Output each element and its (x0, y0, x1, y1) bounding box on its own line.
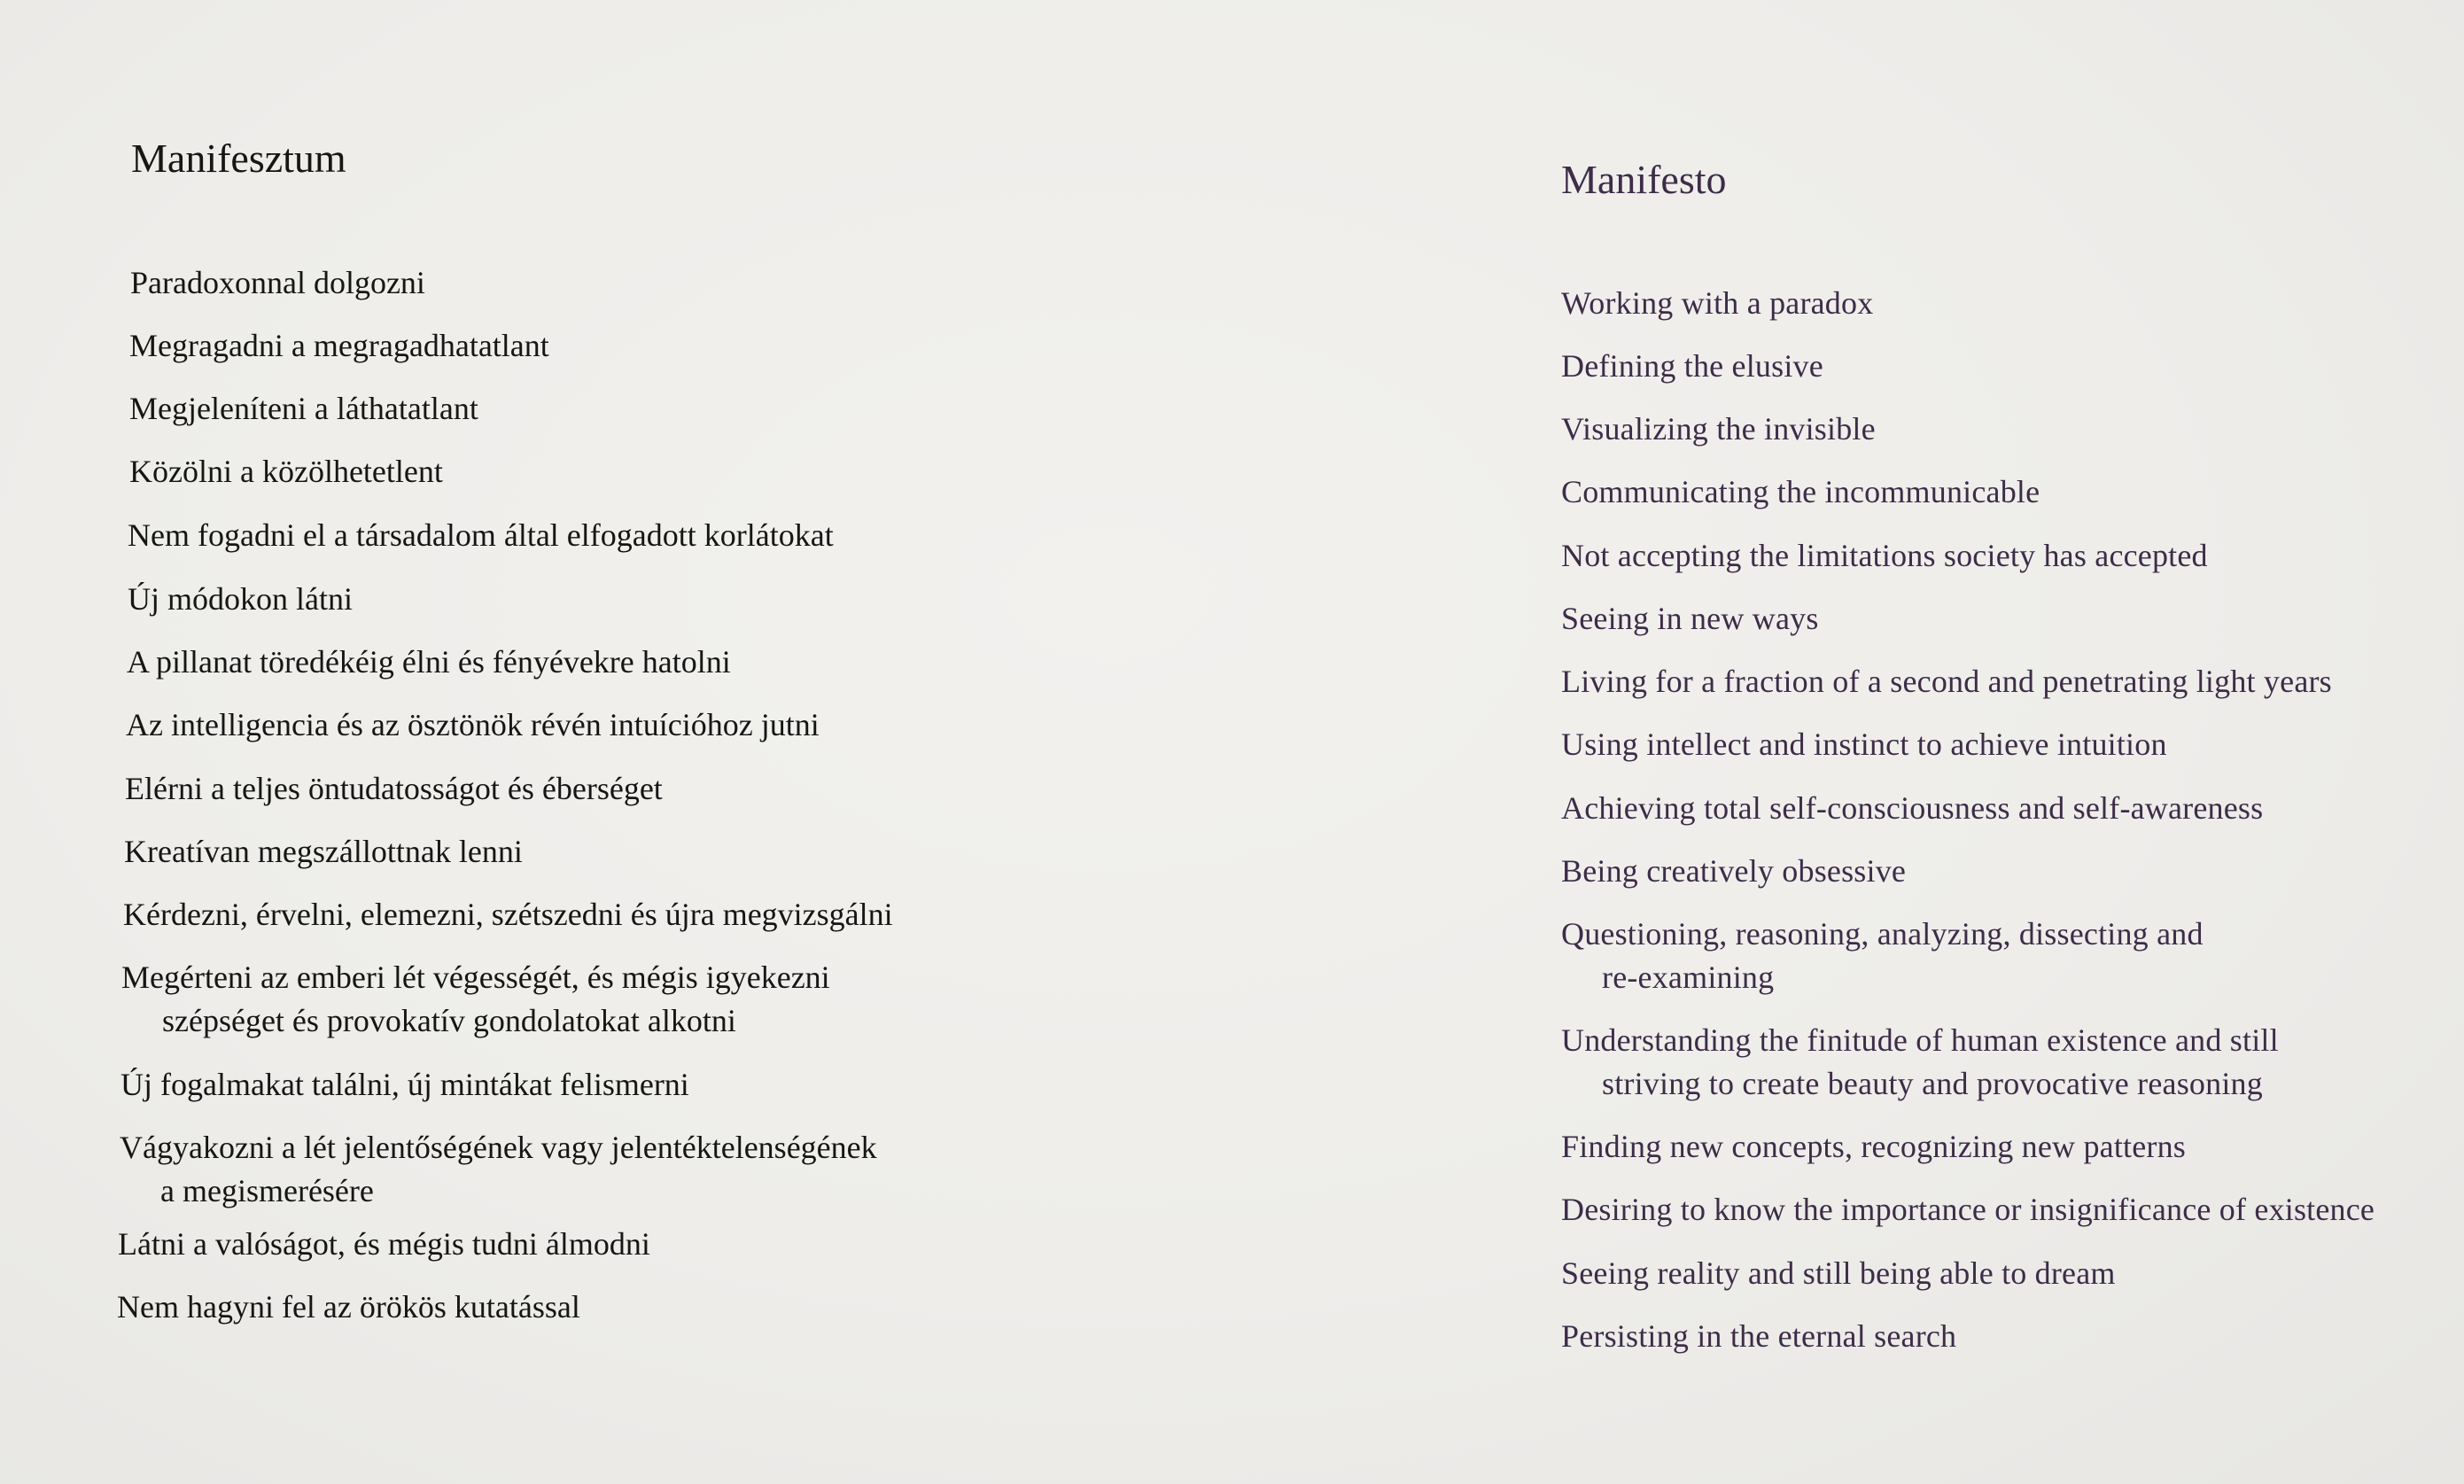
hu-line-continuation: a megismerésére (160, 1173, 374, 1208)
en-line-text: Seeing reality and still being able to dream (1561, 1255, 2116, 1291)
en-line-4 (1561, 470, 2040, 514)
hu-line-text: Nem fogadni el a társadalom által elfogadott korlátokat (128, 517, 834, 553)
en-line-6 (1561, 597, 1819, 641)
hu-line-9 (125, 767, 663, 811)
hu-line-5 (128, 514, 834, 557)
hu-line-14 (120, 1126, 877, 1213)
en-line-text: Defining the elusive (1561, 348, 1823, 384)
hu-line-text: Nem hagyni fel az örökös kutatással (117, 1289, 580, 1325)
hungarian-title: Manifesztum (131, 136, 346, 181)
hu-line-text: Megérteni az emberi lét végességét, és mégis igyekezni (121, 960, 830, 995)
hu-line-text: A pillanat töredékéig élni és fényévekre hatolni (127, 644, 731, 680)
hu-line-text: Elérni a teljes öntudatosságot és éberséget (125, 771, 663, 806)
en-line-text: Being creatively obsessive (1561, 853, 1907, 889)
en-line-text: Working with a paradox (1561, 285, 1874, 321)
hu-line-16 (117, 1286, 580, 1329)
en-line-11 (1561, 913, 2204, 999)
en-line-text: Achieving total self-consciousness and self-awareness (1561, 790, 2264, 826)
hu-line-text: Megragadni a megragadhatatlant (129, 328, 549, 363)
hu-line-text: Az intelligencia és az ösztönök révén intuícióhoz jutni (126, 707, 820, 742)
hu-line-11 (123, 893, 893, 936)
hu-line-text: Vágyakozni a lét jelentőségének vagy jelentéktelenségének (120, 1130, 877, 1165)
hu-line-text: Kreatívan megszállottnak lenni (124, 834, 523, 869)
hu-line-8 (126, 703, 820, 747)
en-line-text: Visualizing the invisible (1561, 411, 1876, 447)
en-line-7 (1561, 660, 2332, 703)
english-title: Manifesto (1561, 157, 1727, 202)
en-line-15 (1561, 1252, 2116, 1295)
hu-line-text: Kérdezni, érvelni, elemezni, szétszedni és újra megvizsgálni (123, 897, 893, 932)
en-line-1 (1561, 282, 1873, 325)
hu-line-1 (130, 261, 425, 305)
en-line-text: Communicating the incommunicable (1561, 474, 2040, 509)
hu-line-3 (129, 387, 478, 431)
hu-line-12 (121, 956, 830, 1043)
en-line-text: Finding new concepts, recognizing new patterns (1561, 1129, 2187, 1164)
en-line-text: Seeing in new ways (1561, 601, 1819, 636)
en-line-9 (1561, 787, 2263, 830)
en-line-text: Living for a fraction of a second and penetrating light years (1561, 664, 2332, 699)
en-line-text: Not accepting the limitations society has accepted (1561, 538, 2208, 573)
en-line-text: Questioning, reasoning, analyzing, dissecting and (1561, 916, 2204, 952)
hu-line-4 (129, 450, 443, 493)
hu-line-13 (120, 1063, 689, 1107)
en-line-14 (1561, 1188, 2375, 1231)
en-line-8 (1561, 723, 2167, 766)
en-line-text: Persisting in the eternal search (1561, 1318, 1957, 1354)
en-line-12 (1561, 1019, 2279, 1106)
en-line-5 (1561, 534, 2208, 578)
hu-line-15 (118, 1223, 650, 1266)
en-line-2 (1561, 345, 1823, 388)
en-line-3 (1561, 408, 1876, 451)
en-line-10 (1561, 850, 1906, 893)
en-line-text: Using intellect and instinct to achieve intuition (1561, 726, 2167, 762)
en-line-continuation: re-examining (1602, 960, 1775, 995)
en-line-text: Desiring to know the importance or insignificance of existence (1561, 1192, 2375, 1227)
en-line-16 (1561, 1315, 1956, 1358)
hu-line-text: Látni a valóságot, és mégis tudni álmodni (118, 1226, 650, 1262)
hu-line-text: Közölni a közölhetetlent (129, 454, 443, 489)
en-line-13 (1561, 1125, 2186, 1169)
hu-line-6 (128, 578, 353, 621)
hu-line-text: Új módokon látni (128, 581, 353, 617)
hu-line-text: Megjeleníteni a láthatatlant (129, 391, 478, 426)
en-line-continuation: striving to create beauty and provocative reasoning (1602, 1066, 2263, 1101)
hu-line-text: Új fogalmakat találni, új mintákat felismerni (120, 1067, 689, 1102)
hu-line-text: Paradoxonnal dolgozni (130, 265, 425, 300)
hu-line-2 (129, 324, 549, 368)
en-line-text: Understanding the finitude of human existence and still (1561, 1022, 2279, 1058)
hu-line-continuation: szépséget és provokatív gondolatokat alkotni (162, 1003, 736, 1038)
hu-line-10 (124, 830, 523, 874)
hu-line-7 (127, 641, 731, 684)
